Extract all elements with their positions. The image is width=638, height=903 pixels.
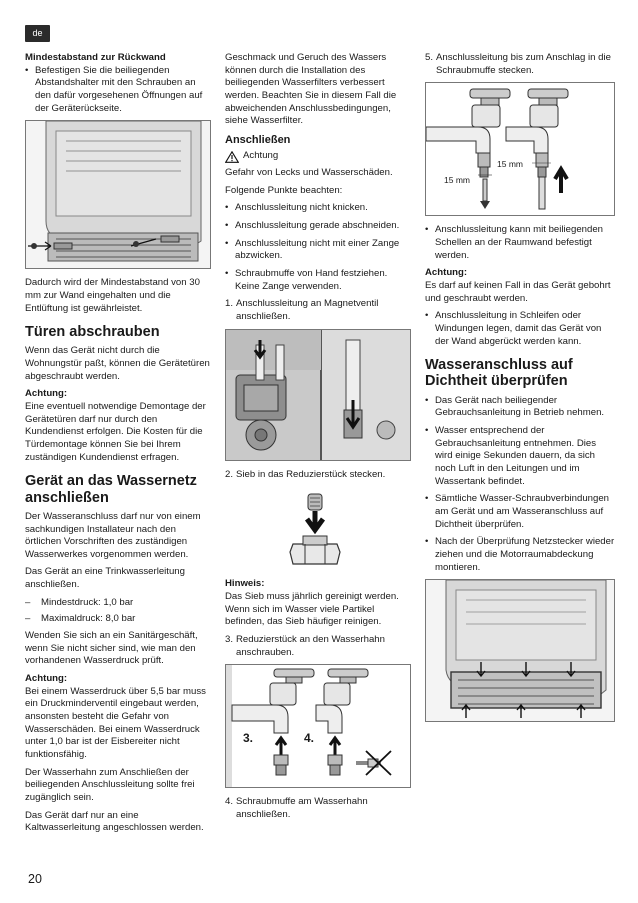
figure-tap-reducer [225,664,411,788]
list-item: • Anschlussleitung nicht knicken. [225,202,411,215]
column-2 [225,52,411,827]
heading-doors: Türen abschrauben [25,324,160,341]
min-distance-list [25,65,211,116]
list-item: • Anschlussleitung in Schleifen oder Windungen legen, damit das Gerät von der Wand abgerückt werden kann. [425,310,615,348]
step-number: 4. [225,796,234,808]
list-item: • Anschlussleitung kann mit beiliegenden Schellen an der Raumwand befestigt werden. [425,224,615,262]
list-item: • Befestigen Sie die beiliegenden Abstandshalter mit den Schrauben an den dafür vorgesehenen Öffnungen auf der Geräterückseite. [25,65,211,116]
min-distance-text: Dadurch wird der Mindestabstand von 30 mm zur Wand eingehalten und die Entlüftung ist gewährleistet. [25,277,200,314]
step-2 [225,469,411,482]
step-4 [225,796,411,821]
language-tab: de [25,25,50,42]
heading-water-connection: Gerät an das Wassernetz anschließen [25,473,197,506]
pressure-list [25,597,211,626]
list-item: • Nach der Überprüfung Netzstecker wieder ziehen und die Motorraumabdeckung montieren. [425,536,615,574]
column-1 [25,52,211,840]
follow-points-text: Folgende Punkte beachten: [225,184,343,196]
step-number: 5. [425,52,434,63]
column-3 [425,52,615,730]
step-5 [425,52,615,77]
connection-text-6: Das Gerät darf nur an eine Kaltwasserleitung angeschlossen werden. [25,809,204,834]
attention-label-1: Achtung: [25,388,68,400]
step-3 [225,634,411,659]
filter-text: Geschmack und Geruch des Wassers können durch die Installation des beiliegenden Wasserfilters verbessert werden. Beachten Sie in diesem Fall die abweichenden Anschlussbedingungen, siehe Wasserfilter. [225,52,397,127]
step-text: Sieb in das Reduzierstück stecken. [236,468,386,480]
figure-label-3: 3. [243,731,254,746]
attention-text-3: Es darf auf keinen Fall in das Gerät gebohrt und geschraubt werden. [425,279,611,304]
note-label: Hinweis: [225,578,265,590]
step-text: Schraubmuffe am Wasserhahn anschließen. [236,796,368,820]
figure-solenoid-valve [225,329,411,461]
figure-motor-cover [425,579,615,722]
heading-leak-check: Wasseranschluss auf Dichtheit überprüfen [425,357,573,390]
step-text: Anschlussleitung bis zum Anschlag in die Schraubmuffe stecken. [436,52,611,76]
step-text: Anschlussleitung an Magnetventil anschließen. [236,298,379,323]
step-number: 1. [225,298,234,310]
figure-strainer [225,486,411,578]
leak-check-list [425,395,615,575]
attention-label-3: Achtung: [425,267,468,279]
doors-text: Wenn das Gerät nicht durch die Wohnungstür paßt, können die Gerätetüren abgeschraubt werden. [25,345,210,382]
step-number: 2. [225,468,234,480]
step-text: Reduzierstück an den Wasserhahn anschrauben. [236,633,385,658]
connection-text-5: Der Wasserhahn zum Anschließen der beiliegenden Anschlussleitung sollte frei zugänglich sein. [25,766,195,803]
dimension-label-left: 15 mm [444,175,470,186]
clamp-list [425,224,615,262]
attention-text-1: Eine eventuell notwendige Demontage der Gerätetüren darf nur durch den Kundendienst erfolgen. Die Kosten für die Türdemontage können Sie bei Ihrem zuständigen Kundendienst erfragen. [25,401,206,463]
list-item-min-pressure: – Mindestdruck: 1,0 bar [25,597,211,610]
figure-rear-spacers [25,120,211,269]
dimension-label-right: 15 mm [497,159,523,170]
figure-hose-insertion [425,82,615,216]
step-number: 3. [225,633,234,645]
list-item: • Das Gerät nach beiliegender Gebrauchsanleitung in Betrieb nehmen. [425,395,615,420]
warning-label: Achtung [243,150,279,162]
list-item: • Schraubmuffe von Hand festziehen. Keine Zange verwenden. [225,268,411,293]
connection-text-3: Wenden Sie sich an ein Sanitärgeschäft, wenn Sie nicht sicher sind, wie man den vorhandenen Wasserdruck prüft. [25,630,198,667]
list-item: • Sämtliche Wasser-Schraubverbindungen am Gerät und am Wasseranschluss auf Dichtheit überprüfen. [425,493,615,531]
list-item: • Wasser entsprechend der Gebrauchsanleitung entnehmen. Dies wird einige Sekunden dauern, da sich noch Luft in den Leitungen und im Wassertank befindet. [425,425,615,488]
connection-text-1: Der Wasseranschluss darf nur von einem sachkundigen Installateur nach den örtlichen Vorschriften des zuständigen Wasserwerkes vorgenommen werden. [25,510,201,560]
section-heading-min-distance: Mindestabstand zur Rückwand [25,52,166,63]
page-number: 20 [28,872,42,886]
danger-text: Gefahr von Lecks und Wasserschäden. [225,167,393,179]
loops-list [425,310,615,348]
warning-triangle-icon [225,151,239,163]
connection-text-2: Das Gerät an eine Trinkwasserleitung anschließen. [25,566,185,591]
list-item-max-pressure: – Maximaldruck: 8,0 bar [25,613,211,626]
list-item: • Anschlussleitung nicht mit einer Zange abzwicken. [225,238,411,263]
warning [225,150,411,163]
connection-text-4: Bei einem Wasserdruck über 5,5 bar muss ein Druckminderventil eingebaut werden, ansonsten besteht die Gefahr von Wasserschäden. Bei einem Wasserdruck unter 1,0 bar ist der Eisbereiter nicht funktionsfähig. [25,685,206,761]
list-item: • Anschlussleitung gerade abschneiden. [225,220,411,233]
note-text: Das Sieb muss jährlich gereinigt werden. Wenn sich im Wasser viele Partikel befinden, das Sieb häufiger reinigen. [225,590,399,628]
connect-rules-list [225,202,411,293]
heading-connect: Anschließen [225,133,291,146]
step-1 [225,298,411,323]
attention-label-2: Achtung: [25,673,68,685]
figure-label-4: 4. [304,731,315,746]
